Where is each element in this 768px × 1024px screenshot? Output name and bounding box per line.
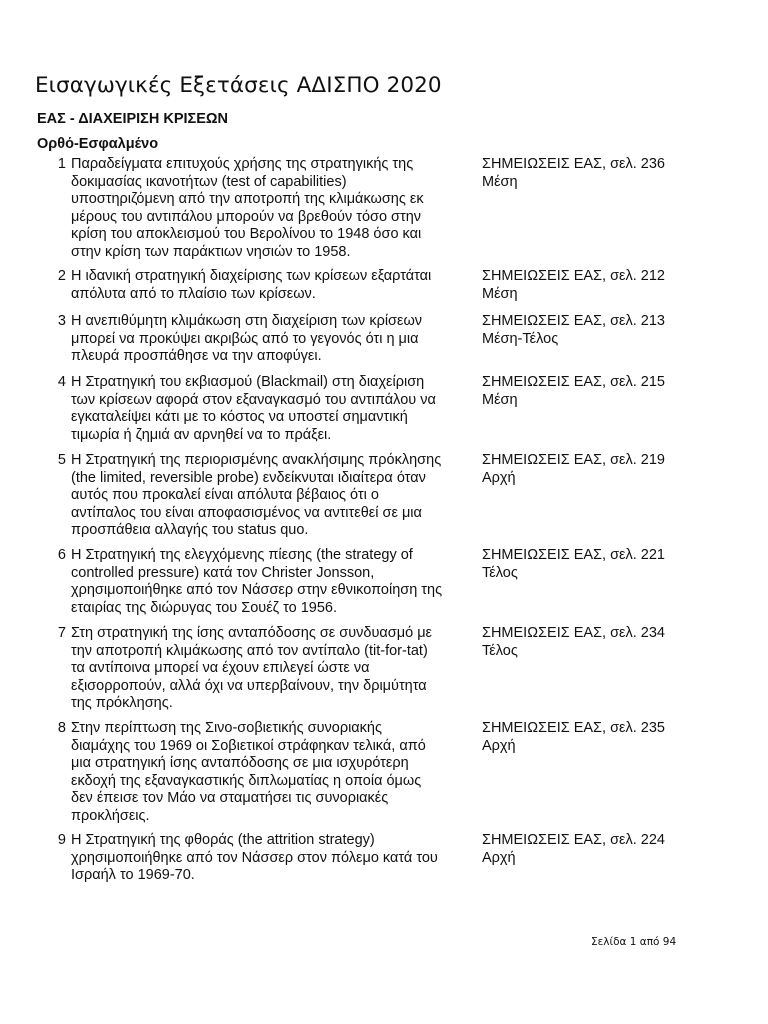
question-number: 4: [57, 374, 66, 390]
reference-source: ΣΗΜΕΙΩΣΕΙΣ ΕΑΣ, σελ. 236: [482, 156, 665, 172]
question-text: Η Στρατηγική της ελεγχόμενης πίεσης (the strategy of controlled pressure) κατά τον Christer Jonsson, χρησιμοποιήθηκε από τον Νάσσερ στην εθνικοποίηση της εταιρίας της διώρυγας του Σουέζ το 1956.: [71, 547, 443, 616]
question-text: Στη στρατηγική της ίσης ανταπόδοσης σε συνδυασμό με την αποτροπή κλιμάκωσης από τον αντίπαλο (tit-for-tat) τα αντίποινα μπορεί να έχουν επιλεγεί ώστε να εξισορροπούν, αλλά όχι να υπερβαίνουν, την δριμύτητα της πρόκλησης.: [71, 625, 433, 711]
question-reference: [482, 268, 732, 303]
question-number: 7: [57, 625, 66, 641]
reference-source: ΣΗΜΕΙΩΣΕΙΣ ΕΑΣ, σελ. 224: [482, 832, 665, 848]
question-reference: [482, 720, 732, 755]
question-number: 6: [57, 547, 66, 563]
question-text: Η Στρατηγική του εκβιασμού (Blackmail) στη διαχείριση των κρίσεων αφορά στον εξαναγκασμό του αντιπάλου να εγκαταλείψει κάτι με το κόστος να υποστεί σημαντική τιμωρία ή ζημιά αν αρνηθεί να το πράξει.: [71, 374, 436, 443]
question-reference: [482, 374, 732, 409]
question-text: Στην περίπτωση της Σινο-σοβιετικής συνοριακής διαμάχης του 1969 οι Σοβιετικοί στράφηκαν τελικά, από μια στρατηγική ίσης ανταπόδοσης σε μια ισχυρότερη εκδοχή της εξαναγκαστικής διπλωματίας η οποία όμως δεν έπεισε τον Μάο να σταματήσει τις συνοριακές προκλήσεις.: [71, 720, 426, 824]
question-text: Η Στρατηγική της φθοράς (the attrition strategy) χρησιμοποιήθηκε από τον Νάσσερ στον πόλεμο κατά του Ισραήλ το 1969-70.: [71, 832, 438, 883]
question-number: 1: [57, 156, 66, 172]
question-text: Η Στρατηγική της περιορισμένης ανακλήσιμης πρόκλησης (the limited, reversible probe) ενδείκνυται ιδιαίτερα όταν αυτός που προκαλεί είναι απόλυτα βέβαιος ότι ο αντίπαλος του είναι αποφασισμένος να αντιτεθεί σε μια προσπάθεια αλλαγής του status quo.: [71, 452, 442, 538]
reference-position: Μέση: [482, 391, 518, 408]
reference-position: Μέση: [482, 173, 518, 190]
question-text: Η ιδανική στρατηγική διαχείρισης των κρίσεων εξαρτάται απόλυτα από το πλαίσιο των κρίσεων.: [71, 268, 432, 302]
question-reference: [482, 625, 732, 660]
page-footer: Σελίδα 1 από 94: [591, 936, 677, 948]
reference-position: Μέση: [482, 285, 518, 302]
question-number: 5: [57, 452, 66, 468]
question-number: 8: [57, 720, 66, 736]
reference-source: ΣΗΜΕΙΩΣΕΙΣ ΕΑΣ, σελ. 235: [482, 720, 665, 736]
reference-position: Τέλος: [482, 642, 518, 659]
reference-source: ΣΗΜΕΙΩΣΕΙΣ ΕΑΣ, σελ. 213: [482, 313, 665, 329]
question-reference: [482, 547, 732, 582]
reference-source: ΣΗΜΕΙΩΣΕΙΣ ΕΑΣ, σελ. 215: [482, 374, 665, 390]
question-number: 2: [57, 268, 66, 284]
page-title: Εισαγωγικές Εξετάσεις ΑΔΙΣΠΟ 2020: [35, 73, 442, 98]
question-number: 3: [57, 313, 66, 329]
reference-source: ΣΗΜΕΙΩΣΕΙΣ ΕΑΣ, σελ. 221: [482, 547, 665, 563]
reference-source: ΣΗΜΕΙΩΣΕΙΣ ΕΑΣ, σελ. 212: [482, 268, 665, 284]
question-reference: [482, 452, 732, 487]
reference-source: ΣΗΜΕΙΩΣΕΙΣ ΕΑΣ, σελ. 234: [482, 625, 665, 641]
reference-position: Τέλος: [482, 564, 518, 581]
reference-position: Αρχή: [482, 849, 516, 866]
question-number: 9: [57, 832, 66, 848]
section-title: ΕΑΣ - ΔΙΑΧΕΙΡΙΣΗ ΚΡΙΣΕΩΝ: [37, 111, 229, 127]
question-text: Παραδείγματα επιτυχούς χρήσης της στρατηγικής της δοκιμασίας ικανοτήτων (test of capabilities) υποστηριζόμενη από την αποτροπή της κλιμάκωσης εκ μέρους του αντιπάλου μπορούν να βρεθούν τόσο στην κρίση του αποκλεισμού του Βερολίνου το 1948 όσο και στην κρίση των παράκτιων νησιών το 1958.: [71, 156, 424, 260]
reference-position: Αρχή: [482, 737, 516, 754]
question-text: Η ανεπιθύμητη κλιμάκωση στη διαχείριση των κρίσεων μπορεί να προκύψει ακριβώς από το γεγονός ότι η μια πλευρά προσπάθησε να την αποφύγει.: [71, 313, 423, 364]
question-reference: [482, 832, 732, 867]
reference-source: ΣΗΜΕΙΩΣΕΙΣ ΕΑΣ, σελ. 219: [482, 452, 665, 468]
reference-position: Μέση-Τέλος: [482, 330, 559, 347]
question-reference: [482, 313, 732, 348]
question-reference: [482, 156, 732, 191]
reference-position: Αρχή: [482, 469, 516, 486]
section-subtitle: Ορθό-Εσφαλμένο: [37, 136, 159, 152]
